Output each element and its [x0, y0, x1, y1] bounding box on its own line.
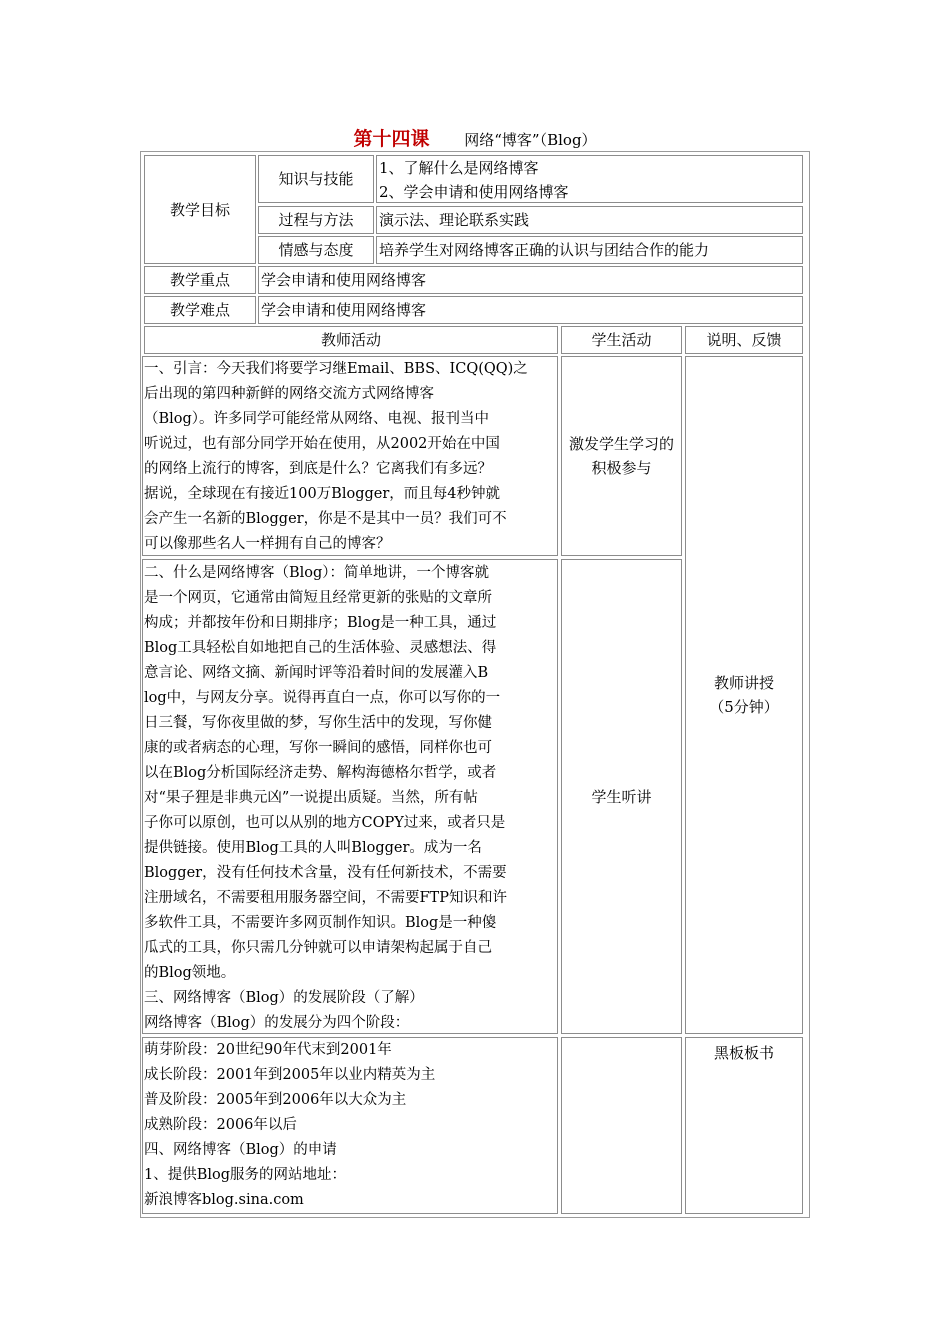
section3-line: 萌芽阶段：20世纪90年代末到2001年 — [144, 1042, 392, 1058]
section3-student-cell — [561, 1037, 682, 1214]
section2-line: 康的或者病态的心理，写你一瞬间的感悟，同样你也可 — [144, 740, 492, 756]
section2-line: 注册域名，不需要租用服务器空间，不需要FTP知识和许 — [144, 890, 507, 906]
section3-notes-cell — [685, 1037, 803, 1214]
section2-student: 学生听讲 — [591, 787, 652, 806]
key-point-label: 教学重点 — [169, 271, 230, 289]
section2-line: 二、什么是网络博客（Blog）：简单地讲，一个博客就 — [144, 565, 490, 581]
difficulty-label: 教学难点 — [169, 301, 230, 319]
section1-teacher-text — [144, 357, 558, 557]
section1-line: 会产生一名新的Blogger，你是不是其中一员？我们可不 — [144, 511, 507, 527]
section2-line: 提供链接。使用Blog工具的人叫Blogger。成为一名 — [144, 840, 482, 856]
key-point-value-cell — [258, 266, 803, 294]
emotion-value: 培养学生对网络博客正确的认识与团结合作的能力 — [379, 241, 710, 259]
section3-line: 普及阶段：2005年到2006年以大众为主 — [144, 1092, 407, 1108]
process-value: 演示法、理论联系实践 — [379, 211, 530, 229]
section3-line: 成长阶段：2001年到2005年以业内精英为主 — [144, 1067, 436, 1083]
section1-student-line2: 积极参与 — [591, 459, 652, 477]
process-label-cell — [258, 206, 374, 234]
section2-line: 多软件工具，不需要许多网页制作知识。Blog是一种傻 — [144, 915, 497, 931]
page-title — [0, 124, 950, 151]
emotion-label-cell — [258, 236, 374, 264]
section3-notes: 黑板板书 — [713, 1044, 774, 1062]
section1-line: （Blog）。许多同学可能经常从网络、电视、报刊当中 — [144, 411, 490, 427]
lesson-topic: 网络“博客”（Blog） — [464, 131, 597, 149]
section1-line: 可以像那些名人一样拥有自己的博客？ — [144, 536, 391, 552]
section1-line: 后出现的第四种新鲜的网络交流方式网络博客 — [144, 386, 434, 402]
notes-lecture-line2: （5分钟） — [709, 698, 779, 716]
section3-line: 新浪博客blog.sina.com — [144, 1192, 304, 1208]
section1-line: 听说过，也有部分同学开始在使用，从2002开始在中国 — [144, 436, 500, 452]
process-label: 过程与方法 — [278, 211, 354, 229]
emotion-label: 情感与态度 — [278, 241, 354, 259]
notes-lecture-line1: 教师讲授 — [713, 674, 774, 692]
section1-line: 据说，全球现在有接近100万Blogger，而且每4秒钟就 — [144, 486, 500, 502]
section2-line: 是一个网页，它通常由简短且经常更新的张贴的文章所 — [144, 590, 492, 606]
section2-line: 意言论、网络文摘、新闻时评等沿着时间的发展灌入B — [144, 665, 489, 681]
section2-line: 网络博客（Blog）的发展分为四个阶段： — [144, 1015, 410, 1031]
knowledge-item-2: 2、学会申请和使用网络博客 — [379, 183, 569, 201]
difficulty-value-cell — [258, 296, 803, 324]
goals-label: 教学目标 — [169, 200, 230, 219]
section2-line: Blog工具轻松自如地把自己的生活体验、灵感想法、得 — [144, 640, 497, 656]
section2-line: 子你可以原创，也可以从别的地方COPY过来，或者只是 — [144, 815, 506, 831]
section2-line: log中，与网友分享。说得再直白一点，你可以写你的一 — [144, 690, 501, 706]
knowledge-label: 知识与技能 — [278, 170, 354, 188]
section3-teacher-text — [144, 1038, 558, 1213]
section1-line: 一、引言：今天我们将要学习继Email、BBS、ICQ(QQ)之 — [144, 361, 528, 377]
key-point-value: 学会申请和使用网络博客 — [261, 271, 427, 289]
knowledge-label-cell — [258, 155, 374, 203]
section2-line: 日三餐，写你夜里做的梦，写你生活中的发现，写你健 — [144, 715, 492, 731]
notes-lecture-cell — [685, 356, 803, 1034]
section1-student-line1: 激发学生学习的 — [568, 435, 674, 453]
section2-line: 的Blog领地。 — [144, 965, 236, 981]
process-value-cell — [376, 206, 803, 234]
section1-student-cell — [561, 356, 682, 556]
section3-line: 四、网络博客（Blog）的申请 — [144, 1142, 337, 1158]
section2-teacher-text — [144, 561, 558, 1036]
difficulty-value: 学会申请和使用网络博客 — [261, 301, 427, 319]
knowledge-value-cell — [376, 155, 803, 203]
student-header-cell — [561, 326, 682, 354]
difficulty-label-cell — [144, 296, 256, 324]
knowledge-item-1: 1、了解什么是网络博客 — [379, 159, 539, 177]
section2-line: 三、网络博客（Blog）的发展阶段（了解） — [144, 990, 424, 1006]
section1-line: 的网络上流行的博客，到底是什么？它离我们有多远？ — [144, 461, 492, 477]
notes-header-cell — [685, 326, 803, 354]
goals-label-cell — [144, 155, 256, 264]
section2-line: 瓜式的工具，你只需几分钟就可以申请架构起属于自己 — [144, 940, 492, 956]
emotion-value-cell — [376, 236, 803, 264]
teacher-header: 教师活动 — [320, 331, 381, 349]
section2-line: Blogger，没有任何技术含量，没有任何新技术，不需要 — [144, 865, 507, 881]
section3-line: 1、提供Blog服务的网站地址： — [144, 1167, 347, 1183]
section3-line: 成熟阶段：2006年以后 — [144, 1117, 297, 1133]
section2-line: 以在Blog分析国际经济走势、解构海德格尔哲学，或者 — [144, 765, 497, 781]
teacher-header-cell — [144, 326, 558, 354]
notes-header: 说明、反馈 — [706, 331, 782, 349]
section2-student-cell — [561, 559, 682, 1034]
section2-line: 构成；并都按年份和日期排序；Blog是一种工具，通过 — [144, 615, 497, 631]
section2-line: 对“果子狸是非典元凶”一说提出质疑。当然，所有帖 — [144, 790, 478, 806]
key-point-label-cell — [144, 266, 256, 294]
lesson-number: 第十四课 — [353, 128, 430, 150]
student-header: 学生活动 — [591, 331, 652, 349]
